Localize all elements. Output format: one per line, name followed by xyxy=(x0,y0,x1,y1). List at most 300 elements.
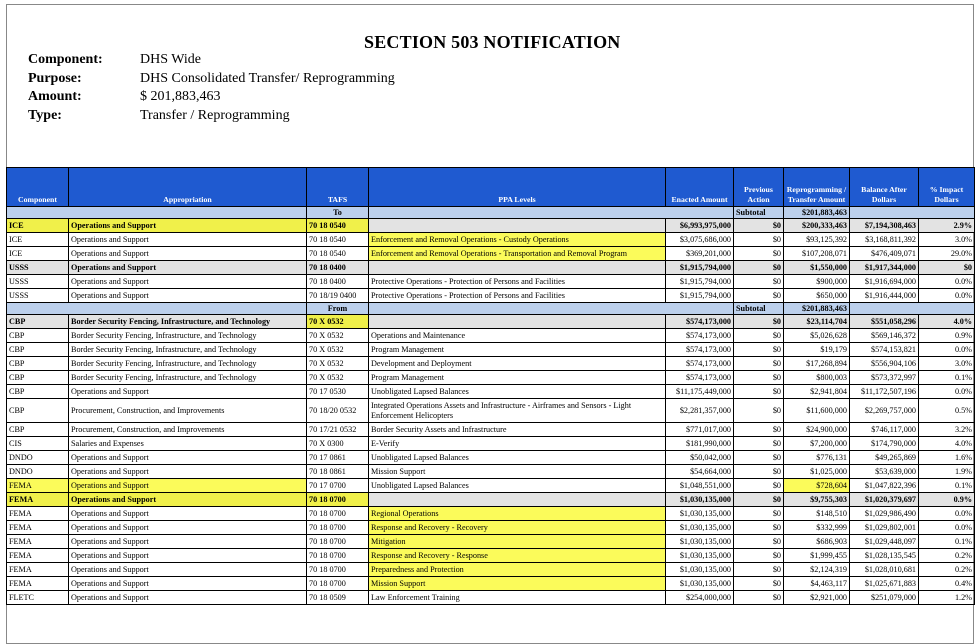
cell-impact: 3.2% xyxy=(919,423,975,437)
col-header-reprogramming-amount: Reprogramming / Transfer Amount xyxy=(784,168,850,207)
cell-balance-after: $476,409,071 xyxy=(850,247,919,261)
cell-enacted-amount: $1,030,135,000 xyxy=(666,493,734,507)
cell-tafs: 70 17/21 0532 xyxy=(307,423,369,437)
cell-ppa-level: Program Management xyxy=(369,343,666,357)
subtotal-amount: $201,883,463 xyxy=(784,303,850,315)
cell-appropriation: Operations and Support xyxy=(69,465,307,479)
cell-previous-action: $0 xyxy=(734,261,784,275)
cell-reprogramming-amount: $1,550,000 xyxy=(784,261,850,275)
cell-appropriation: Operations and Support xyxy=(69,493,307,507)
cell-balance-after: $573,372,997 xyxy=(850,371,919,385)
cell-ppa-level: E-Verify xyxy=(369,437,666,451)
cell-previous-action: $0 xyxy=(734,521,784,535)
meta-value: DHS Wide xyxy=(140,52,202,67)
meta-value: $ 201,883,463 xyxy=(140,89,221,104)
cell-component: USSS xyxy=(7,261,69,275)
meta-value: DHS Consolidated Transfer/ Reprogramming xyxy=(140,70,395,86)
cell-reprogramming-amount: $200,333,463 xyxy=(784,219,850,233)
cell-component: CBP xyxy=(7,385,69,399)
meta-value: Transfer / Reprogramming xyxy=(140,107,290,123)
cell-tafs: 70 18 0400 xyxy=(307,261,369,275)
cell-enacted-amount: $50,042,000 xyxy=(666,451,734,465)
cell-balance-after: $49,265,869 xyxy=(850,451,919,465)
cell-impact: 0.0% xyxy=(919,289,975,303)
cell-tafs: 70 17 0530 xyxy=(307,385,369,399)
cell-balance-after: $746,117,000 xyxy=(850,423,919,437)
cell-ppa-level: Mission Support xyxy=(369,577,666,591)
cell-reprogramming-amount: $332,999 xyxy=(784,521,850,535)
cell-appropriation: Salaries and Expenses xyxy=(69,437,307,451)
cell-balance-after: $11,172,507,196 xyxy=(850,385,919,399)
cell-reprogramming-amount: $93,125,392 xyxy=(784,233,850,247)
table-row xyxy=(7,399,975,423)
cell-impact: 0.0% xyxy=(919,343,975,357)
cell-appropriation: Operations and Support xyxy=(69,289,307,303)
cell-impact: 2.9% xyxy=(919,219,975,233)
cell-appropriation: Border Security Fencing, Infrastructure, and Technology xyxy=(69,357,307,371)
cell-previous-action: $0 xyxy=(734,343,784,357)
section-separator-row xyxy=(7,303,975,315)
cell-balance-after: $1,029,986,490 xyxy=(850,507,919,521)
cell-previous-action: $0 xyxy=(734,437,784,451)
cell-enacted-amount: $54,664,000 xyxy=(666,465,734,479)
cell-reprogramming-amount: $19,179 xyxy=(784,343,850,357)
cell-tafs: 70 X 0532 xyxy=(307,329,369,343)
cell-appropriation: Border Security Fencing, Infrastructure, and Technology xyxy=(69,371,307,385)
cell-balance-after: $1,029,802,001 xyxy=(850,521,919,535)
cell-reprogramming-amount: $148,510 xyxy=(784,507,850,521)
cell-impact: 0.1% xyxy=(919,535,975,549)
cell-impact: 1.2% xyxy=(919,591,975,605)
cell-component: FEMA xyxy=(7,521,69,535)
separator-spacer xyxy=(369,207,734,219)
cell-previous-action: $0 xyxy=(734,357,784,371)
cell-reprogramming-amount: $776,131 xyxy=(784,451,850,465)
separator-spacer xyxy=(850,303,975,315)
table-row xyxy=(7,507,975,521)
separator-spacer xyxy=(7,207,307,219)
cell-previous-action: $0 xyxy=(734,289,784,303)
cell-component: CBP xyxy=(7,343,69,357)
cell-impact: $0 xyxy=(919,261,975,275)
separator-spacer xyxy=(7,303,307,315)
cell-balance-after: $1,029,448,097 xyxy=(850,535,919,549)
col-header-component: Component xyxy=(7,168,69,207)
cell-previous-action: $0 xyxy=(734,329,784,343)
cell-reprogramming-amount: $2,941,804 xyxy=(784,385,850,399)
cell-tafs: 70 18 0509 xyxy=(307,591,369,605)
cell-reprogramming-amount: $1,025,000 xyxy=(784,465,850,479)
cell-balance-after: $251,079,000 xyxy=(850,591,919,605)
cell-previous-action: $0 xyxy=(734,219,784,233)
appropriation-total-row xyxy=(7,315,975,329)
cell-impact: 29.0% xyxy=(919,247,975,261)
cell-component: FEMA xyxy=(7,563,69,577)
subtotal-amount: $201,883,463 xyxy=(784,207,850,219)
cell-previous-action: $0 xyxy=(734,507,784,521)
cell-appropriation: Border Security Fencing, Infrastructure, and Technology xyxy=(69,315,307,329)
direction-marker: To xyxy=(307,207,369,219)
cell-component: FEMA xyxy=(7,577,69,591)
table-row xyxy=(7,371,975,385)
direction-marker: From xyxy=(307,303,369,315)
cell-reprogramming-amount: $800,003 xyxy=(784,371,850,385)
cell-enacted-amount: $1,030,135,000 xyxy=(666,577,734,591)
cell-impact: 0.0% xyxy=(919,521,975,535)
cell-impact: 0.0% xyxy=(919,275,975,289)
cell-appropriation: Operations and Support xyxy=(69,535,307,549)
cell-previous-action: $0 xyxy=(734,535,784,549)
cell-balance-after: $53,639,000 xyxy=(850,465,919,479)
cell-ppa-level: Border Security Assets and Infrastructure xyxy=(369,423,666,437)
cell-impact: 4.0% xyxy=(919,315,975,329)
cell-tafs: 70 18 0540 xyxy=(307,219,369,233)
cell-enacted-amount: $574,173,000 xyxy=(666,315,734,329)
cell-previous-action: $0 xyxy=(734,399,784,423)
cell-ppa-level: Enforcement and Removal Operations - Custody Operations xyxy=(369,233,666,247)
cell-tafs: 70 X 0532 xyxy=(307,315,369,329)
cell-tafs: 70 18 0540 xyxy=(307,247,369,261)
cell-reprogramming-amount: $686,903 xyxy=(784,535,850,549)
cell-previous-action: $0 xyxy=(734,247,784,261)
cell-reprogramming-amount: $2,921,000 xyxy=(784,591,850,605)
cell-enacted-amount: $574,173,000 xyxy=(666,357,734,371)
table-row xyxy=(7,535,975,549)
table-row xyxy=(7,549,975,563)
cell-enacted-amount: $254,000,000 xyxy=(666,591,734,605)
cell-tafs: 70 18 0400 xyxy=(307,275,369,289)
appropriation-total-row xyxy=(7,261,975,275)
cell-tafs: 70 X 0300 xyxy=(307,437,369,451)
cell-ppa-level xyxy=(369,261,666,275)
cell-previous-action: $0 xyxy=(734,549,784,563)
cell-component: CBP xyxy=(7,399,69,423)
cell-tafs: 70 X 0532 xyxy=(307,343,369,357)
cell-ppa-level: Unobligated Lapsed Balances xyxy=(369,385,666,399)
cell-previous-action: $0 xyxy=(734,563,784,577)
cell-impact: 0.1% xyxy=(919,371,975,385)
cell-previous-action: $0 xyxy=(734,479,784,493)
cell-appropriation: Operations and Support xyxy=(69,577,307,591)
table-row xyxy=(7,357,975,371)
cell-component: CBP xyxy=(7,329,69,343)
separator-spacer xyxy=(850,207,975,219)
cell-impact: 0.4% xyxy=(919,577,975,591)
cell-ppa-level xyxy=(369,493,666,507)
cell-appropriation: Operations and Support xyxy=(69,549,307,563)
cell-balance-after: $1,916,694,000 xyxy=(850,275,919,289)
cell-enacted-amount: $574,173,000 xyxy=(666,343,734,357)
cell-reprogramming-amount: $9,755,303 xyxy=(784,493,850,507)
cell-impact: 0.2% xyxy=(919,549,975,563)
subtotal-label: Subtotal xyxy=(734,303,784,315)
cell-balance-after: $7,194,308,463 xyxy=(850,219,919,233)
table-row xyxy=(7,343,975,357)
cell-balance-after: $1,028,010,681 xyxy=(850,563,919,577)
cell-enacted-amount: $1,030,135,000 xyxy=(666,535,734,549)
cell-balance-after: $1,028,135,545 xyxy=(850,549,919,563)
table-row xyxy=(7,233,975,247)
appropriation-total-row xyxy=(7,493,975,507)
cell-previous-action: $0 xyxy=(734,577,784,591)
cell-enacted-amount: $771,017,000 xyxy=(666,423,734,437)
table-row xyxy=(7,479,975,493)
cell-component: CIS xyxy=(7,437,69,451)
cell-ppa-level xyxy=(369,315,666,329)
cell-impact: 1.9% xyxy=(919,465,975,479)
cell-balance-after: $2,269,757,000 xyxy=(850,399,919,423)
table-row xyxy=(7,563,975,577)
cell-impact: 0.9% xyxy=(919,329,975,343)
cell-tafs: 70 18/19 0400 xyxy=(307,289,369,303)
cell-enacted-amount: $3,075,686,000 xyxy=(666,233,734,247)
cell-enacted-amount: $181,990,000 xyxy=(666,437,734,451)
cell-component: CBP xyxy=(7,315,69,329)
cell-tafs: 70 17 0861 xyxy=(307,451,369,465)
cell-component: CBP xyxy=(7,371,69,385)
cell-tafs: 70 X 0532 xyxy=(307,371,369,385)
cell-tafs: 70 18 0700 xyxy=(307,535,369,549)
table-row xyxy=(7,577,975,591)
table-row xyxy=(7,289,975,303)
cell-enacted-amount: $1,915,794,000 xyxy=(666,289,734,303)
cell-reprogramming-amount: $7,200,000 xyxy=(784,437,850,451)
cell-previous-action: $0 xyxy=(734,451,784,465)
cell-ppa-level: Regional Operations xyxy=(369,507,666,521)
cell-balance-after: $574,153,821 xyxy=(850,343,919,357)
cell-balance-after: $556,904,106 xyxy=(850,357,919,371)
cell-appropriation: Operations and Support xyxy=(69,261,307,275)
section-separator-row xyxy=(7,207,975,219)
table-row xyxy=(7,437,975,451)
cell-previous-action: $0 xyxy=(734,371,784,385)
cell-enacted-amount: $1,915,794,000 xyxy=(666,261,734,275)
col-header-tafs: TAFS xyxy=(307,168,369,207)
col-header-previous-action: Previous Action xyxy=(734,168,784,207)
cell-reprogramming-amount: $2,124,319 xyxy=(784,563,850,577)
subtotal-label: Subtotal xyxy=(734,207,784,219)
meta-label: Amount: xyxy=(28,89,82,104)
cell-appropriation: Operations and Support xyxy=(69,591,307,605)
cell-enacted-amount: $1,030,135,000 xyxy=(666,549,734,563)
cell-impact: 3.0% xyxy=(919,233,975,247)
cell-reprogramming-amount: $5,026,628 xyxy=(784,329,850,343)
cell-balance-after: $174,790,000 xyxy=(850,437,919,451)
cell-impact: 0.5% xyxy=(919,399,975,423)
cell-component: USSS xyxy=(7,289,69,303)
cell-tafs: 70 18 0700 xyxy=(307,549,369,563)
cell-enacted-amount: $1,030,135,000 xyxy=(666,563,734,577)
meta-purpose xyxy=(28,70,395,89)
col-header-impact: % Impact Dollars xyxy=(919,168,975,207)
cell-component: CBP xyxy=(7,357,69,371)
appropriation-total-row xyxy=(7,219,975,233)
cell-ppa-level: Mitigation xyxy=(369,535,666,549)
cell-enacted-amount: $6,993,975,000 xyxy=(666,219,734,233)
cell-component: ICE xyxy=(7,233,69,247)
cell-previous-action: $0 xyxy=(734,591,784,605)
cell-appropriation: Border Security Fencing, Infrastructure, and Technology xyxy=(69,329,307,343)
separator-spacer xyxy=(369,303,734,315)
cell-component: FEMA xyxy=(7,535,69,549)
cell-ppa-level: Program Management xyxy=(369,371,666,385)
cell-reprogramming-amount: $11,600,000 xyxy=(784,399,850,423)
col-header-enacted-amount: Enacted Amount xyxy=(666,168,734,207)
cell-appropriation: Operations and Support xyxy=(69,275,307,289)
cell-tafs: 70 18 0700 xyxy=(307,563,369,577)
cell-impact: 0.2% xyxy=(919,563,975,577)
cell-enacted-amount: $2,281,357,000 xyxy=(666,399,734,423)
meta-component xyxy=(28,51,395,70)
cell-ppa-level: Unobligated Lapsed Balances xyxy=(369,479,666,493)
cell-component: FEMA xyxy=(7,549,69,563)
meta-label: Component: xyxy=(28,52,103,67)
table-row xyxy=(7,247,975,261)
cell-previous-action: $0 xyxy=(734,465,784,479)
cell-tafs: 70 18 0700 xyxy=(307,577,369,591)
cell-impact: 4.0% xyxy=(919,437,975,451)
cell-appropriation: Operations and Support xyxy=(69,479,307,493)
cell-component: ICE xyxy=(7,219,69,233)
cell-previous-action: $0 xyxy=(734,315,784,329)
table-row xyxy=(7,423,975,437)
cell-reprogramming-amount: $23,114,704 xyxy=(784,315,850,329)
cell-impact: 3.0% xyxy=(919,357,975,371)
cell-enacted-amount: $11,175,449,000 xyxy=(666,385,734,399)
notification-metadata xyxy=(28,51,395,125)
cell-ppa-level: Operations and Maintenance xyxy=(369,329,666,343)
table-row xyxy=(7,329,975,343)
cell-reprogramming-amount: $1,999,455 xyxy=(784,549,850,563)
cell-component: DNDO xyxy=(7,451,69,465)
cell-balance-after: $551,058,296 xyxy=(850,315,919,329)
cell-tafs: 70 18 0540 xyxy=(307,233,369,247)
cell-enacted-amount: $1,915,794,000 xyxy=(666,275,734,289)
cell-enacted-amount: $1,030,135,000 xyxy=(666,521,734,535)
cell-component: FLETC xyxy=(7,591,69,605)
cell-previous-action: $0 xyxy=(734,385,784,399)
cell-balance-after: $1,020,379,697 xyxy=(850,493,919,507)
cell-enacted-amount: $1,048,551,000 xyxy=(666,479,734,493)
cell-ppa-level: Enforcement and Removal Operations - Transportation and Removal Program xyxy=(369,247,666,261)
cell-ppa-level: Response and Recovery - Response xyxy=(369,549,666,563)
cell-reprogramming-amount: $4,463,117 xyxy=(784,577,850,591)
cell-balance-after: $1,047,822,396 xyxy=(850,479,919,493)
cell-enacted-amount: $574,173,000 xyxy=(666,329,734,343)
cell-ppa-level xyxy=(369,219,666,233)
cell-previous-action: $0 xyxy=(734,493,784,507)
cell-appropriation: Operations and Support xyxy=(69,247,307,261)
meta-type xyxy=(28,107,395,126)
cell-ppa-level: Mission Support xyxy=(369,465,666,479)
cell-reprogramming-amount: $107,208,071 xyxy=(784,247,850,261)
table-row xyxy=(7,521,975,535)
cell-enacted-amount: $369,201,000 xyxy=(666,247,734,261)
cell-appropriation: Operations and Support xyxy=(69,521,307,535)
cell-ppa-level: Development and Deployment xyxy=(369,357,666,371)
cell-component: CBP xyxy=(7,423,69,437)
cell-component: FEMA xyxy=(7,479,69,493)
table-header-row xyxy=(7,168,975,207)
cell-enacted-amount: $1,030,135,000 xyxy=(666,507,734,521)
cell-appropriation: Procurement, Construction, and Improvements xyxy=(69,423,307,437)
cell-impact: 0.0% xyxy=(919,385,975,399)
cell-enacted-amount: $574,173,000 xyxy=(666,371,734,385)
table-body xyxy=(7,207,975,605)
page-title: SECTION 503 NOTIFICATION xyxy=(364,32,621,52)
meta-label: Purpose: xyxy=(28,70,82,86)
cell-balance-after: $1,917,344,000 xyxy=(850,261,919,275)
cell-tafs: 70 18/20 0532 xyxy=(307,399,369,423)
cell-balance-after: $3,168,811,392 xyxy=(850,233,919,247)
meta-amount xyxy=(28,88,395,107)
cell-ppa-level: Integrated Operations Assets and Infrastructure - Airframes and Sensors - Light Enforcement Helicopters xyxy=(369,399,666,423)
cell-impact: 0.0% xyxy=(919,507,975,521)
cell-ppa-level: Law Enforcement Training xyxy=(369,591,666,605)
cell-impact: 1.6% xyxy=(919,451,975,465)
cell-previous-action: $0 xyxy=(734,275,784,289)
cell-ppa-level: Unobligated Lapsed Balances xyxy=(369,451,666,465)
cell-reprogramming-amount: $650,000 xyxy=(784,289,850,303)
cell-appropriation: Operations and Support xyxy=(69,385,307,399)
col-header-ppa-levels: PPA Levels xyxy=(369,168,666,207)
reprogramming-table xyxy=(6,167,975,605)
cell-tafs: 70 18 0861 xyxy=(307,465,369,479)
cell-tafs: 70 18 0700 xyxy=(307,521,369,535)
cell-component: USSS xyxy=(7,275,69,289)
cell-tafs: 70 17 0700 xyxy=(307,479,369,493)
cell-impact: 0.9% xyxy=(919,493,975,507)
table-row xyxy=(7,465,975,479)
table-row xyxy=(7,591,975,605)
cell-balance-after: $1,916,444,000 xyxy=(850,289,919,303)
cell-appropriation: Border Security Fencing, Infrastructure, and Technology xyxy=(69,343,307,357)
table-row xyxy=(7,385,975,399)
cell-tafs: 70 X 0532 xyxy=(307,357,369,371)
meta-label: Type: xyxy=(28,107,62,123)
cell-reprogramming-amount: $17,268,894 xyxy=(784,357,850,371)
cell-component: DNDO xyxy=(7,465,69,479)
cell-component: FEMA xyxy=(7,507,69,521)
cell-appropriation: Operations and Support xyxy=(69,451,307,465)
cell-reprogramming-amount: $728,604 xyxy=(784,479,850,493)
cell-balance-after: $1,025,671,883 xyxy=(850,577,919,591)
table-row xyxy=(7,451,975,465)
cell-component: FEMA xyxy=(7,493,69,507)
cell-tafs: 70 18 0700 xyxy=(307,507,369,521)
col-header-appropriation: Appropriation xyxy=(69,168,307,207)
cell-appropriation: Operations and Support xyxy=(69,507,307,521)
cell-impact: 0.1% xyxy=(919,479,975,493)
cell-appropriation: Operations and Support xyxy=(69,233,307,247)
cell-ppa-level: Protective Operations - Protection of Persons and Facilities xyxy=(369,289,666,303)
cell-previous-action: $0 xyxy=(734,233,784,247)
cell-appropriation: Procurement, Construction, and Improvements xyxy=(69,399,307,423)
table-row xyxy=(7,275,975,289)
cell-reprogramming-amount: $900,000 xyxy=(784,275,850,289)
cell-appropriation: Operations and Support xyxy=(69,219,307,233)
cell-balance-after: $569,146,372 xyxy=(850,329,919,343)
cell-ppa-level: Protective Operations - Protection of Persons and Facilities xyxy=(369,275,666,289)
cell-component: ICE xyxy=(7,247,69,261)
cell-ppa-level: Response and Recovery - Recovery xyxy=(369,521,666,535)
cell-tafs: 70 18 0700 xyxy=(307,493,369,507)
col-header-balance-after: Balance After Dollars xyxy=(850,168,919,207)
cell-previous-action: $0 xyxy=(734,423,784,437)
cell-ppa-level: Preparedness and Protection xyxy=(369,563,666,577)
cell-appropriation: Operations and Support xyxy=(69,563,307,577)
cell-reprogramming-amount: $24,900,000 xyxy=(784,423,850,437)
